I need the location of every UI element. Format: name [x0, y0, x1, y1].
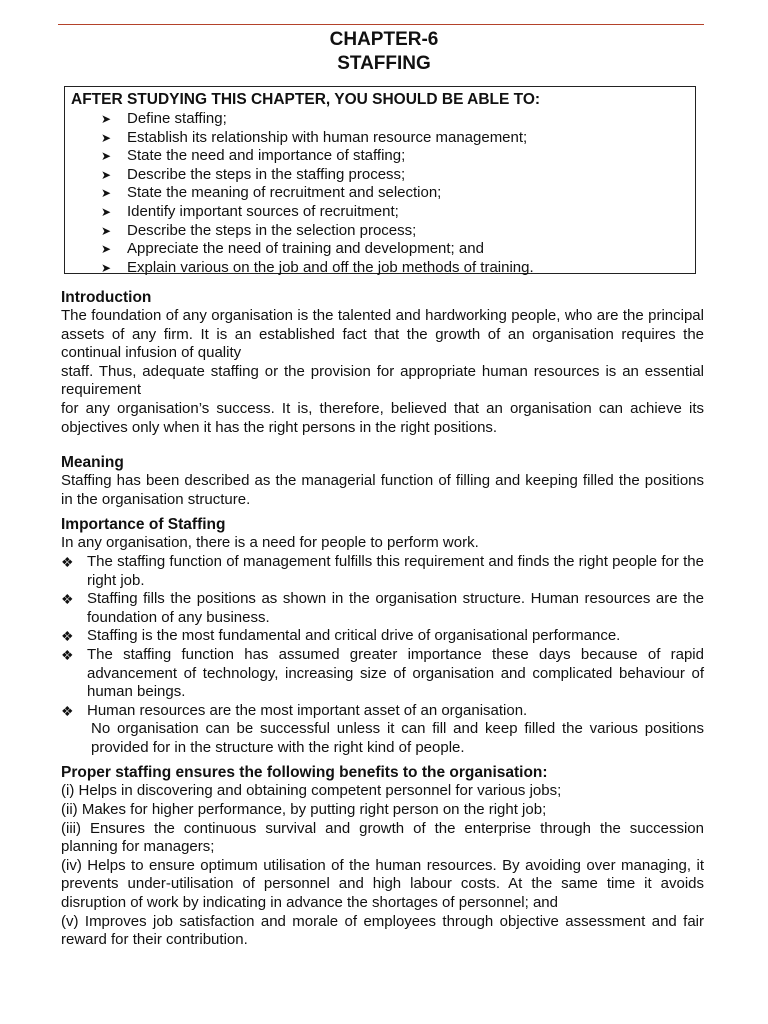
chapter-content — [61, 288, 704, 950]
diamond-bullet-icon: ❖ — [61, 702, 74, 719]
arrow-bullet-icon: ➤ — [101, 223, 112, 238]
top-rule — [58, 24, 704, 25]
arrow-bullet-icon: ➤ — [101, 186, 112, 201]
arrow-bullet-icon: ➤ — [101, 130, 112, 145]
arrow-bullet-icon: ➤ — [101, 149, 112, 164]
benefit-item: (ii) Makes for higher performance, by putting right person on the right job; — [61, 801, 547, 819]
introduction-para-3: for any organisation’s success. It is, therefore, believed that an organisation can achieve its objectives only when it has the right persons in the right positions. — [61, 399, 704, 436]
objectives-box — [64, 86, 696, 274]
diamond-bullet-icon: ❖ — [61, 553, 74, 570]
list-item: ➤ Establish its relationship with human resource management; — [101, 128, 528, 146]
list-item: ➤ Define staffing; — [101, 110, 227, 127]
importance-heading: Importance of Staffing — [61, 516, 226, 534]
list-item: ➤ Describe the steps in the selection process; — [101, 221, 417, 239]
list-item: ❖ Human resources are the most important asset of an organisation. — [61, 701, 528, 719]
list-item: ➤ Identify important sources of recruitment; — [101, 202, 399, 220]
introduction-heading: Introduction — [61, 289, 152, 306]
meaning-text: Staffing has been described as the managerial function of filling and keeping filled the positions in the organisation structure. — [61, 472, 704, 508]
list-item: ❖ The staffing function of management fulfills this requirement and finds the right people for the right job. — [61, 552, 704, 589]
benefit-item: (iii) Ensures the continuous survival and growth of the enterprise through the succession planning for managers; — [61, 819, 704, 856]
benefits-heading: Proper staffing ensures the following benefits to the organisation: — [61, 764, 548, 782]
benefit-item: (i) Helps in discovering and obtaining competent personnel for various jobs; — [61, 782, 562, 800]
diamond-bullet-icon: ❖ — [61, 591, 74, 608]
arrow-bullet-icon: ➤ — [101, 260, 112, 275]
list-item: ❖ Staffing is the most fundamental and critical drive of organisational performance. — [61, 627, 621, 645]
meaning-heading: Meaning — [61, 454, 124, 472]
arrow-bullet-icon: ➤ — [101, 204, 112, 219]
list-item: ➤ Describe the steps in the staffing process; — [101, 165, 406, 183]
diamond-bullet-icon: ❖ — [61, 628, 74, 645]
introduction-para-2: staff. Thus, adequate staffing or the provision for appropriate human resources is an essential requirement — [61, 362, 704, 399]
importance-closing: No organisation can be successful unless it can fill and keep filled the various positions provided for in the structure with the right kind of people. — [91, 720, 704, 756]
arrow-bullet-icon: ➤ — [101, 112, 112, 126]
list-item: ➤ State the need and importance of staffing; — [101, 147, 406, 165]
importance-list — [61, 553, 704, 720]
list-item: ❖ The staffing function has assumed greater importance these days because of rapid advancement of technology, increasing size of organisation and complicated behaviour of human beings. — [61, 645, 704, 701]
arrow-bullet-icon: ➤ — [101, 242, 112, 257]
list-item: ➤ Explain various on the job and off the job methods of training. — [101, 258, 534, 276]
chapter-title — [0, 28, 768, 76]
objectives-heading: AFTER STUDYING THIS CHAPTER, YOU SHOULD BE ABLE TO: — [71, 91, 541, 108]
arrow-bullet-icon: ➤ — [101, 167, 112, 182]
list-item: ❖ Staffing fills the positions as shown in the organisation structure. Human resources are the foundation of any business. — [61, 590, 704, 626]
importance-intro: In any organisation, there is a need for people to perform work. — [61, 534, 479, 552]
introduction-para-1: The foundation of any organisation is the talented and hardworking people, who are the principal assets of any firm. It is an established fact that the growth of an organisation requires the continual infusion of quality — [61, 307, 704, 362]
list-item: ➤ Appreciate the need of training and development; and — [101, 240, 484, 258]
list-item: ➤ State the meaning of recruitment and selection; — [101, 184, 442, 202]
chapter-name: STAFFING — [337, 53, 431, 74]
benefit-item: (v) Improves job satisfaction and morale of employees through objective assessment and fair reward for their contribution. — [61, 912, 704, 949]
benefit-item: (iv) Helps to ensure optimum utilisation of the human resources. By avoiding over managing, it prevents under-utilisation of personnel and high labour costs. At the same time it avoids disruption of work by indicating in advance the shortages of personnel; and — [61, 856, 704, 912]
chapter-number: CHAPTER-6 — [329, 29, 439, 50]
diamond-bullet-icon: ❖ — [61, 646, 74, 663]
objectives-list — [71, 110, 689, 277]
